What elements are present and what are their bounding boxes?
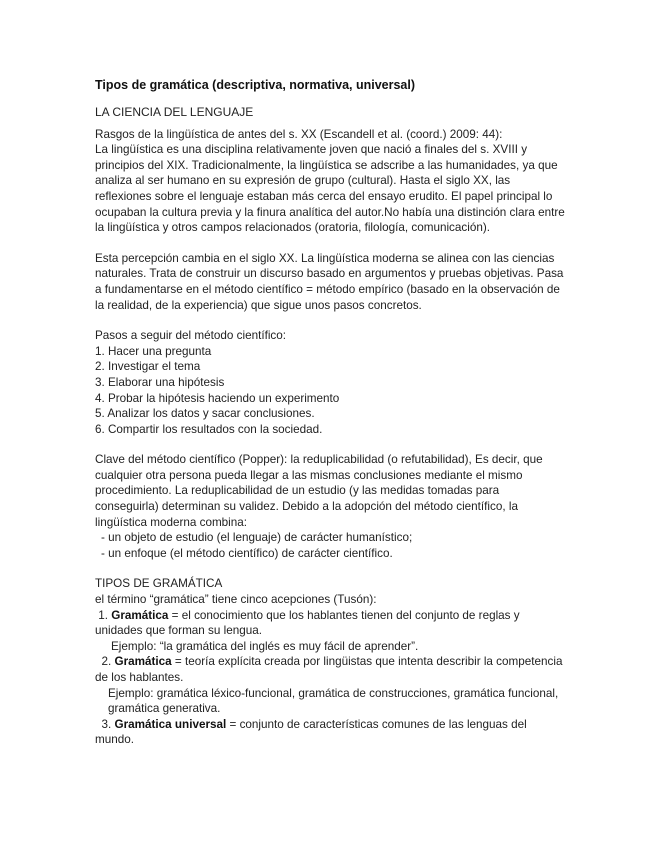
example-item-1: Ejemplo: “la gramática del inglés es muy fácil de aprender”. [111,639,419,653]
item-number: 2. [101,655,112,669]
definition-item-1 [95,608,565,639]
page-title: Tipos de gramática (descriptiva, normativa, universal) [95,78,416,92]
list-item: 2. Investigar el tema [95,360,201,374]
popper-block [95,452,565,561]
section1-intro-block [95,127,565,236]
example-item-2: Ejemplo: gramática léxico-funcional, gramática de construcciones, gramática funcional, gramática generativa. [108,686,559,716]
section1-paragraph3: Clave del método científico (Popper): la reduplicabilidad (o refutabilidad), Es decir, que cualquier otra persona pueda llegar a las mismas conclusiones mediante el mismo procedimiento. La reduplicabilidad de un estudio (y las medidas tomadas para conseguirla) determinan su validez. Debido a la adopción del método científico, la lingüística moderna combina: [95,453,543,529]
section1-paragraph2-block [95,251,565,313]
item-term: Gramática [111,608,169,622]
definition-item-3 [95,717,565,748]
steps-block [95,328,565,437]
list-item: 1. Hacer una pregunta [95,344,212,358]
list-item: 6. Compartir los resultados con la sociedad. [95,422,323,436]
item-definition: = conjunto de características comunes de las lenguas del mundo. [95,717,527,747]
section2-intro: el término “gramática” tiene cinco acepciones (Tusón): [95,593,377,607]
item-term: Gramática [114,655,172,669]
combine-item: - un objeto de estudio (el lenguaje) de carácter humanístico; [101,531,413,545]
steps-list [95,344,565,438]
section1-paragraph2: Esta percepción cambia en el siglo XX. La lingüística moderna se alinea con las ciencias naturales. Trata de construir un discurso basado en argumentos y pruebas objetivas. Pasa a fundamentarse en el método científico = método empírico (basado en la observación de la realidad, de la experiencia) que sigue unos pasos concretos. [95,251,564,312]
section-heading-ciencia: LA CIENCIA DEL LENGUAJE [95,105,254,119]
combine-item: - un enfoque (el método científico) de carácter científico. [101,546,393,560]
list-item: 3. Elaborar una hipótesis [95,375,225,389]
document-body [95,77,565,748]
section2-block [95,576,565,748]
section-heading-tipos: TIPOS DE GRAMÁTICA [95,577,223,591]
section1-paragraph1: La lingüística es una disciplina relativamente joven que nació a finales del s. XVIII y principios del XIX. Tradicionalmente, la lingüística se adscribe a las humanidades, ya que analiza al ser humano en su expresión de grupo (cultural). Hasta el siglo XX, las reflexiones sobre el lenguaje estaban más cerca del ensayo erudito. El papel principal lo ocupaban la cultura previa y la finura analítica del autor.No había una distinción clara entre la lingüística y otros campos relacionados (oratoria, filología, comunicación). [95,143,565,235]
list-item: 4. Probar la hipótesis haciendo un experimento [95,391,340,405]
item-definition: = el conocimiento que los hablantes tienen del conjunto de reglas y unidades que forman su lengua. [95,608,520,638]
list-item: 5. Analizar los datos y sacar conclusiones. [95,407,315,421]
definition-item-2 [95,654,565,685]
item-term: Gramática universal [114,717,227,731]
section1-intro: Rasgos de la lingüística de antes del s. XX (Escandell et al. (coord.) 2009: 44): [95,127,503,141]
item-number: 3. [101,717,112,731]
item-number: 1. [98,608,108,622]
item-definition: = teoría explícita creada por lingüistas que intenta describir la competencia de los hablantes. [95,655,563,684]
steps-intro: Pasos a seguir del método científico: [95,329,287,343]
